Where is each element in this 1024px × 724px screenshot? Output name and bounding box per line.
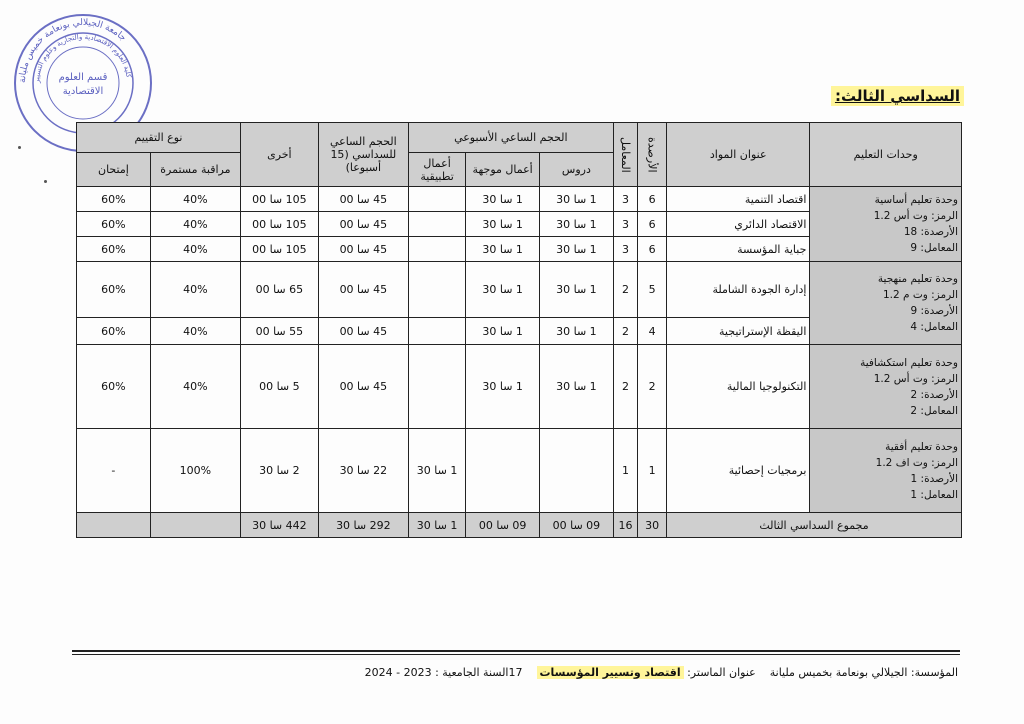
total-label: مجموع السداسي الثالث [667,513,962,538]
header-subject: عنوان المواد [667,123,810,187]
header-coef: المعامل [613,123,638,187]
footer-institution: المؤسسة: الجيلالي بونعامة بخميس مليانة [769,666,958,679]
stamp-inner-text-2: الاقتصادية [62,86,104,97]
table-row: اليقظة الإستراتيجية 4 2 1 سا 30 1 سا 30 45 سا 00 55 سا 00 40% 60% [77,318,962,345]
header-other: أخرى [240,123,318,187]
stamp-inner-text-1: قسم العلوم [58,72,108,83]
stamp-ring-text: كلية العلوم الاقتصادية والتجارية وعلوم التسيير [32,32,133,84]
header-weekly: الحجم الساعي الأسبوعي [408,123,613,153]
footer [365,666,958,679]
header-lessons: دروس [540,153,614,187]
header-eval-type: نوع التقييم [77,123,241,153]
header-semester-hours: الحجم الساعي للسداسي (15 أسبوعا) [318,123,408,187]
footer-year: 17السنة الجامعية : 2023 - 2024 [364,666,523,679]
table-row: الاقتصاد الدائري 6 3 1 سا 30 1 سا 30 45 سا 00 105 سا 00 40% 60% [77,212,962,237]
stamp-outer-text: جامعة الجيلالي بونعامة خميس مليانة [17,17,128,84]
scan-speck [18,146,21,149]
header-exam: إمتحان [77,153,151,187]
total-row: مجموع السداسي الثالث 30 16 09 سا 00 09 سا 00 1 سا 30 292 سا 30 442 سا 30 [77,513,962,538]
footer-divider [72,654,960,655]
header-practical: أعمال تطبيقية [408,153,465,187]
table-row: وحدة تعليم استكشافية الرمز: وت أس 1.2 الأرصدة: 2 المعامل: 2 التكنولوجيا المالية 2 2 1 سا 30 1 سا 30 45 سا 00 5 سا 00 40% 60% [77,345,962,429]
table-row: جباية المؤسسة 6 3 1 سا 30 1 سا 30 45 سا 00 105 سا 00 40% 60% [77,237,962,262]
unit-cell: وحدة تعليم استكشافية الرمز: وت أس 1.2 الأرصدة: 2 المعامل: 2 [810,345,962,429]
unit-cell: وحدة تعليم أفقية الرمز: وت اف 1.2 الأرصدة: 1 المعامل: 1 [810,429,962,513]
header-continuous: مراقبة مستمرة [150,153,240,187]
header-unit: وحدات التعليم [810,123,962,187]
semester-heading: السداسي الثالث: [831,86,964,106]
unit-cell: وحدة تعليم أساسية الرمز: وت أس 1.2 الأرصدة: 18 المعامل: 9 [810,187,962,262]
header-credits: الأرصدة [638,123,667,187]
semester-table [76,122,962,538]
header-tutorials: أعمال موجهة [466,153,540,187]
footer-master-value: اقتصاد وتسيير المؤسسات [537,666,684,679]
table-row: وحدة تعليم أفقية الرمز: وت اف 1.2 الأرصدة: 1 المعامل: 1 برمجيات إحصائية 1 1 1 سا 30 22 سا 30 2 سا 30 100% - [77,429,962,513]
table-row: وحدة تعليم منهجية الرمز: وت م 1.2 الأرصدة: 9 المعامل: 4 إدارة الجودة الشاملة 5 2 1 سا 30 1 سا 30 45 سا 00 65 سا 00 40% 60% [77,262,962,318]
footer-divider [72,650,960,652]
scan-speck [44,180,47,183]
table-row: وحدة تعليم أساسية الرمز: وت أس 1.2 الأرصدة: 18 المعامل: 9 اقتصاد التنمية 6 3 1 سا 30 1 سا 30 45 سا 00 105 سا 00 40% 60% [77,187,962,212]
unit-cell: وحدة تعليم منهجية الرمز: وت م 1.2 الأرصدة: 9 المعامل: 4 [810,262,962,345]
footer-master-label: عنوان الماستر: [687,666,756,679]
